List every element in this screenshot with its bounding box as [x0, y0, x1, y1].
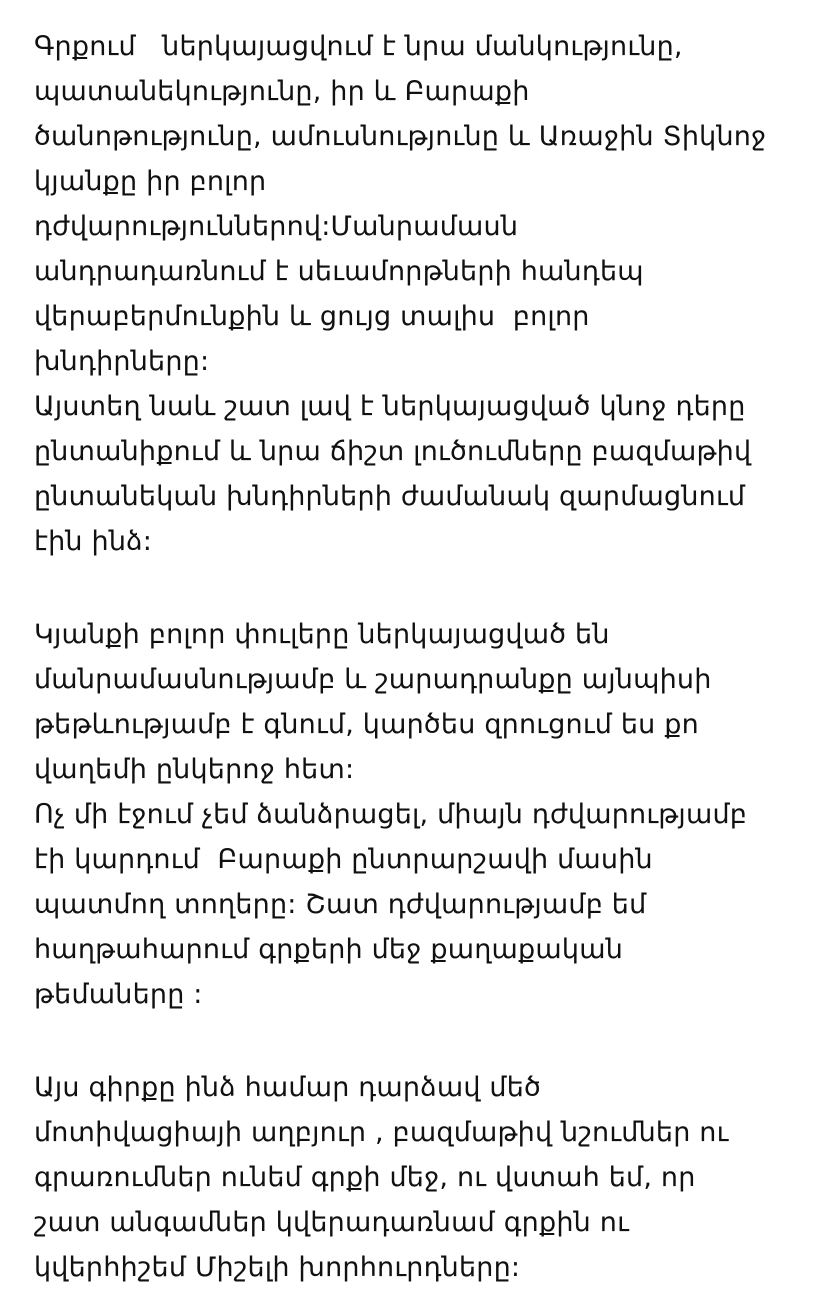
text-line: կյանքը իր բոլոր [34, 166, 267, 197]
text-line: մոտիվացիայի աղբյուր , բազմաթիվ նշումներ ու [34, 1117, 729, 1148]
text-line: խնդիրները: [34, 346, 210, 377]
text-line: ընտանեկան խնդիրների ժամանակ զարմացնում [34, 481, 746, 512]
document-body [34, 24, 794, 1290]
paragraph [34, 1065, 794, 1290]
text-line: անդրադառնում է սեւամորթների հանդեպ [34, 256, 644, 287]
text-line: պատանեկությունը, իր և Բարաքի [34, 76, 530, 107]
text-line: Կյանքի բոլոր փուլերը ներկայացված են [34, 619, 610, 650]
text-line: գրառումներ ունեմ գրքի մեջ, ու վստահ եմ, որ [34, 1162, 696, 1193]
text-line: Ոչ մի էջում չեմ ձանձրացել, միայն դժվարությամբ [34, 799, 748, 830]
text-line: Այստեղ նաև շատ լավ է ներկայացված կնոջ դերը [34, 391, 746, 422]
text-line: ընտանիքում և նրա ճիշտ լուծումները բազմաթիվ [34, 436, 752, 467]
text-line: թեթևությամբ է գնում, կարծես զրուցում ես քո [34, 709, 699, 740]
text-line: պատմող տողերը: Շատ դժվարությամբ եմ [34, 889, 647, 920]
text-line: ծանոթությունը, ամուսնությունը և Առաջին Տիկնոջ [34, 121, 767, 152]
paragraph-gap [34, 1017, 794, 1065]
text-line: կվերհիշեմ Միշելի խորհուրդները: [34, 1252, 521, 1283]
text-line: էին ինձ: [34, 526, 153, 557]
text-line: թեմաները : [34, 979, 203, 1010]
paragraph [34, 384, 794, 564]
text-line: դժվարություններով:Մանրամասն [34, 211, 519, 242]
paragraph [34, 24, 794, 384]
paragraph [34, 612, 794, 792]
text-line: Գրքում ներկայացվում է նրա մանկությունը, [34, 31, 683, 62]
text-line: շատ անգամներ կվերադառնամ գրքին ու [34, 1207, 630, 1238]
text-line: Այս գիրքը ինձ համար դարձավ մեծ [34, 1072, 542, 1103]
text-line: հաղթահարում գրքերի մեջ քաղաքական [34, 934, 624, 965]
text-line: էի կարդում Բարաքի ընտրարշավի մասին [34, 844, 653, 875]
paragraph [34, 792, 794, 1017]
text-line: մանրամասնությամբ և շարադրանքը այնպիսի [34, 664, 712, 695]
paragraph-gap [34, 564, 794, 612]
text-line: վաղեմի ընկերոջ հետ: [34, 754, 355, 785]
text-line: վերաբերմունքին և ցույց տալիս բոլոր [34, 301, 590, 332]
